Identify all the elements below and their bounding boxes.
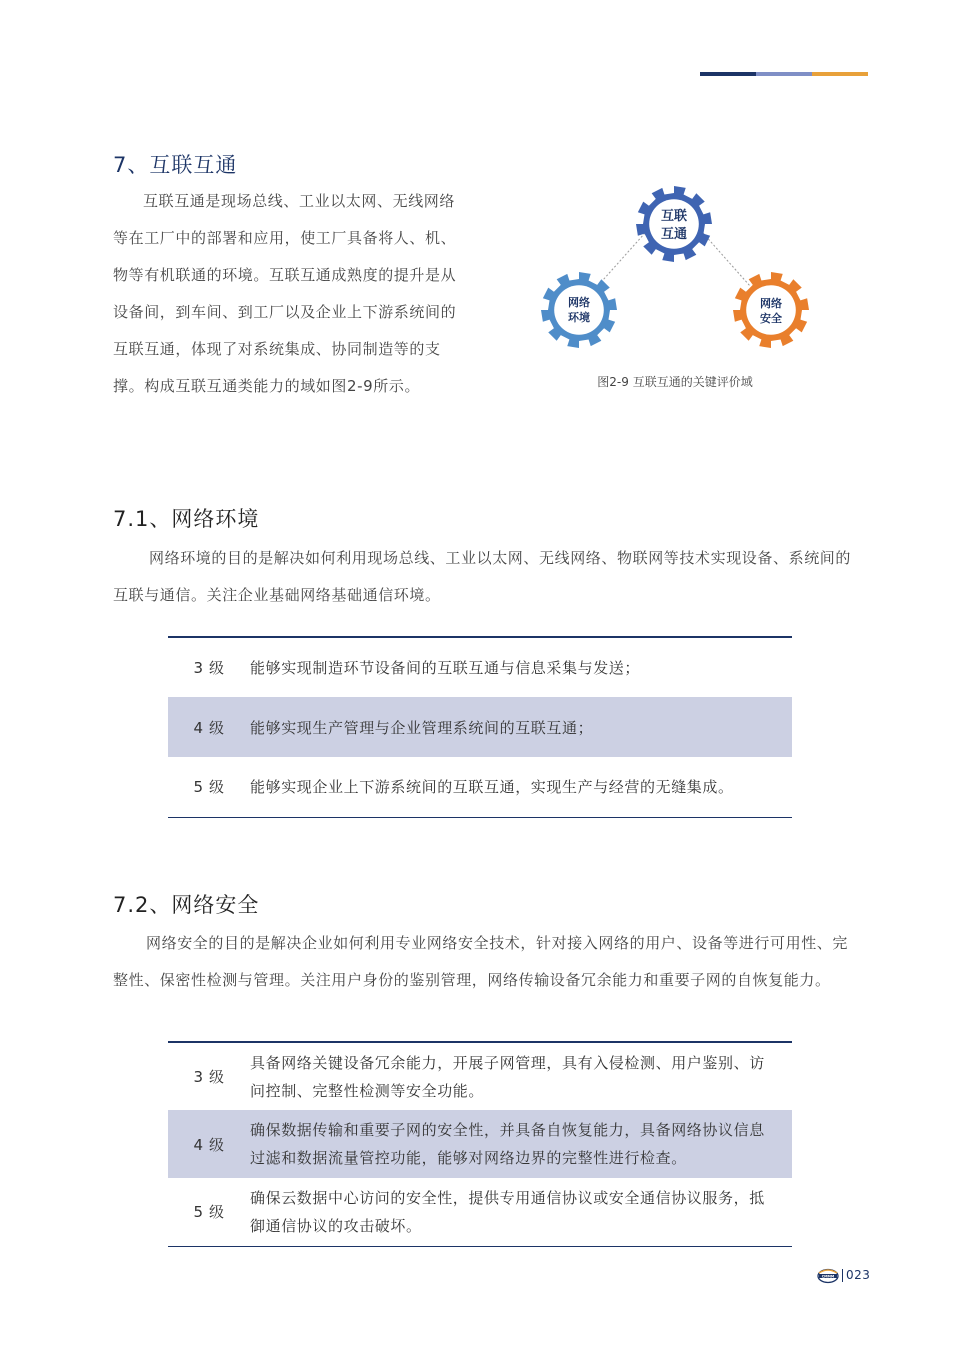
- table-row: [168, 637, 792, 697]
- section-7-intro: 互联互通是现场总线、工业以太网、无线网络等在工厂中的部署和应用，使工厂具备将人、机、物等有机联通的环境。互联互通成熟度的提升是从设备间，到车间、到工厂以及企业上下游系统间的互联互通，体现了对系统集成、协同制造等的支撑。构成互联互通类能力的域如图2-9所示。: [113, 192, 457, 395]
- level-description: 确保云数据中心访问的安全性，提供专用通信协议或安全通信协议服务，抵御通信协议的攻击破坏。: [250, 1188, 765, 1235]
- table-row: [168, 1110, 792, 1178]
- gear-left-hub: [554, 285, 604, 335]
- level-description: 具备网络关键设备冗余能力，开展子网管理，具有入侵检测、用户鉴别、访问控制、完整性检测等安全功能。: [250, 1053, 765, 1100]
- table-row: [168, 757, 792, 817]
- level-label: 4 级: [193, 1135, 225, 1154]
- table-row: [168, 697, 792, 757]
- gear-top-label-1: 互联: [660, 209, 688, 224]
- section-7-1-paragraph: 网络环境的目的是解决如何利用现场总线、工业以太网、无线网络、物联网等技术实现设备、系统间的互联与通信。关注企业基础网络基础通信环境。: [113, 549, 852, 604]
- cmmm-logo-icon: [816, 1266, 840, 1284]
- table-row: [168, 1042, 792, 1110]
- logo-text: CMMM: [821, 1274, 835, 1279]
- level-label: 3 级: [193, 1068, 225, 1086]
- level-label: 5 级: [193, 778, 225, 797]
- header-accent-bar: [700, 72, 868, 76]
- gear-top: [636, 186, 712, 262]
- gear-right: [733, 272, 809, 348]
- section-7-2-title: 7.2、网络安全: [113, 893, 260, 917]
- gear-left-label-2: 环境: [568, 311, 590, 324]
- evaluation-domain-figure: [535, 182, 820, 352]
- gear-left: [541, 272, 617, 348]
- gear-right-hub: [746, 285, 796, 335]
- footer-divider: [842, 1269, 843, 1282]
- page-footer: [816, 1266, 870, 1284]
- page-number: 023: [846, 1268, 871, 1282]
- level-description: 能够实现制造环节设备间的互联互通与信息采集与发送；: [250, 659, 641, 677]
- gear-right-label-1: 网络: [760, 297, 782, 310]
- section-7-2-paragraph: 网络安全的目的是解决企业如何利用专业网络安全技术，针对接入网络的用户、设备等进行可用性、完整性、保密性检测与管理。关注用户身份的鉴别管理，网络传输设备冗余能力和重要子网的自恢复能力。: [113, 934, 849, 989]
- level-description: 能够实现生产管理与企业管理系统间的互联互通；: [250, 718, 594, 737]
- table-row: [168, 1178, 792, 1246]
- accent-segment-navy: [700, 72, 756, 76]
- network-security-levels-table: [168, 1041, 792, 1247]
- level-label: 5 级: [193, 1203, 225, 1222]
- gear-left-label-1: 网络: [568, 296, 590, 309]
- accent-segment-orange: [812, 72, 868, 76]
- gear-top-label-2: 互通: [660, 227, 688, 242]
- level-label: 4 级: [193, 718, 225, 737]
- figure-caption: 图2-9 互联互通的关键评价域: [597, 375, 753, 389]
- section-7-title: 7、互联互通: [113, 153, 238, 177]
- level-label: 3 级: [193, 659, 225, 677]
- section-7-1-title: 7.1、网络环境: [113, 507, 260, 531]
- gear-right-label-2: 安全: [760, 312, 782, 325]
- accent-segment-periwinkle: [756, 72, 812, 76]
- level-description: 确保数据传输和重要子网的安全性，并具备自恢复能力，具备网络协议信息过滤和数据流量管控功能，能够对网络边界的完整性进行检查。: [250, 1121, 765, 1167]
- level-description: 能够实现企业上下游系统间的互联互通，实现生产与经营的无缝集成。: [250, 778, 734, 797]
- network-environment-levels-table: [168, 636, 792, 818]
